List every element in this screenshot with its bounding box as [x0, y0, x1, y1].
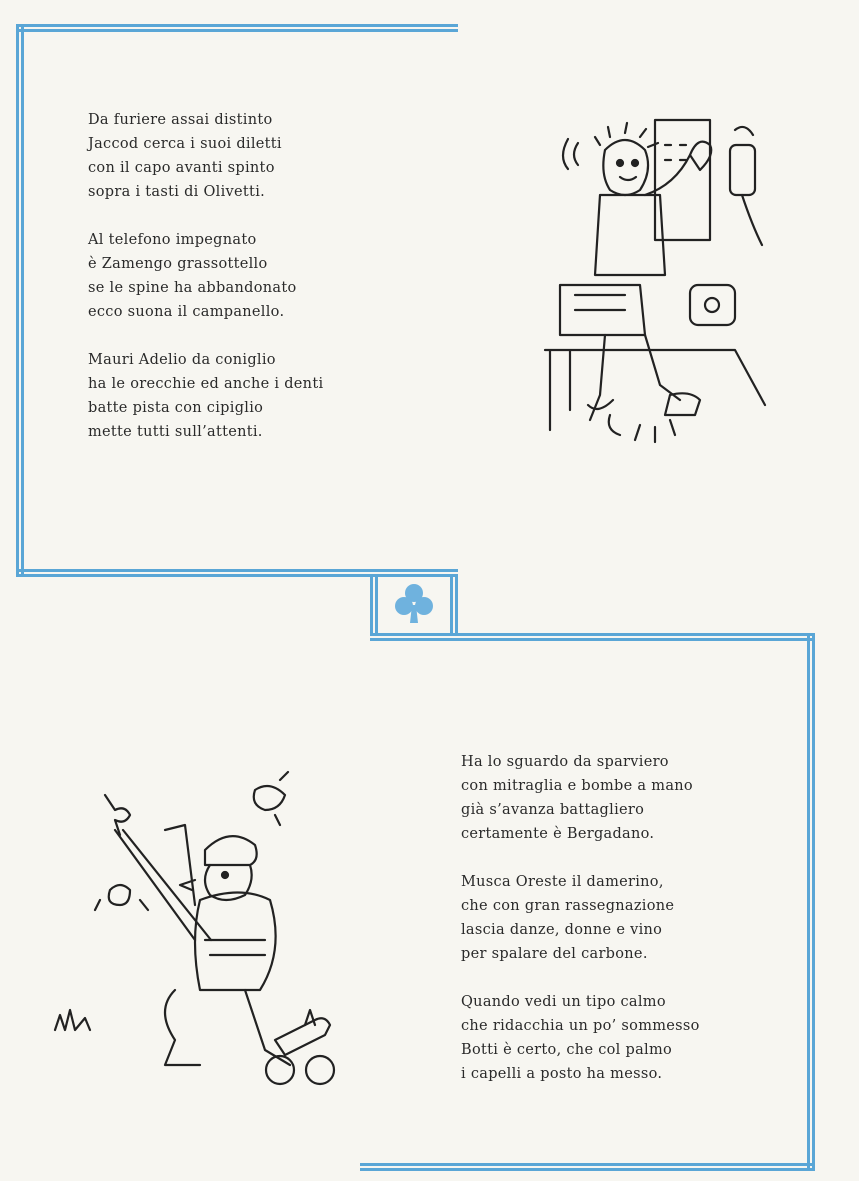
- telephone-operator-illustration: [540, 115, 780, 445]
- top-stanza-1: Da furiere assai distinto Jaccod cerca i suoi diletti con il capo avanti spinto sopra i tasti di Olivetti.: [88, 112, 282, 200]
- club-icon: [389, 579, 439, 629]
- bottom-poem: [461, 750, 781, 1110]
- club-divider: [370, 575, 458, 633]
- top-poem: [88, 108, 388, 468]
- club-box-left-border: [370, 575, 378, 633]
- bottom-stanza-3: Quando vedi un tipo calmo che ridacchia un po’ sommesso Botti è certo, che col palmo i capelli a posto ha messo.: [461, 994, 700, 1082]
- bottom-frame-right-border: [807, 633, 815, 1171]
- top-stanza-3: Mauri Adelio da coniglio ha le orecchie ed anche i denti batte pista con cipiglio mette tutti sull’attenti.: [88, 352, 324, 440]
- top-frame-left-border: [16, 24, 24, 577]
- bottom-frame-bottom-border: [360, 1163, 815, 1171]
- top-frame-top-border: [16, 24, 458, 32]
- bottom-stanza-1: Ha lo sguardo da sparviero con mitraglia e bombe a mano già s’avanza battagliero certamente è Bergadano.: [461, 754, 693, 842]
- top-stanza-2: Al telefono impegnato è Zamengo grassottello se le spine ha abbandonato ecco suona il campanello.: [88, 232, 297, 320]
- bottom-frame-top-border: [370, 633, 815, 641]
- soldier-illustration: [45, 770, 365, 1090]
- bottom-stanza-2: Musca Oreste il damerino, che con gran rassegnazione lascia danze, donne e vino per spalare del carbone.: [461, 874, 675, 962]
- club-box-right-border: [450, 575, 458, 633]
